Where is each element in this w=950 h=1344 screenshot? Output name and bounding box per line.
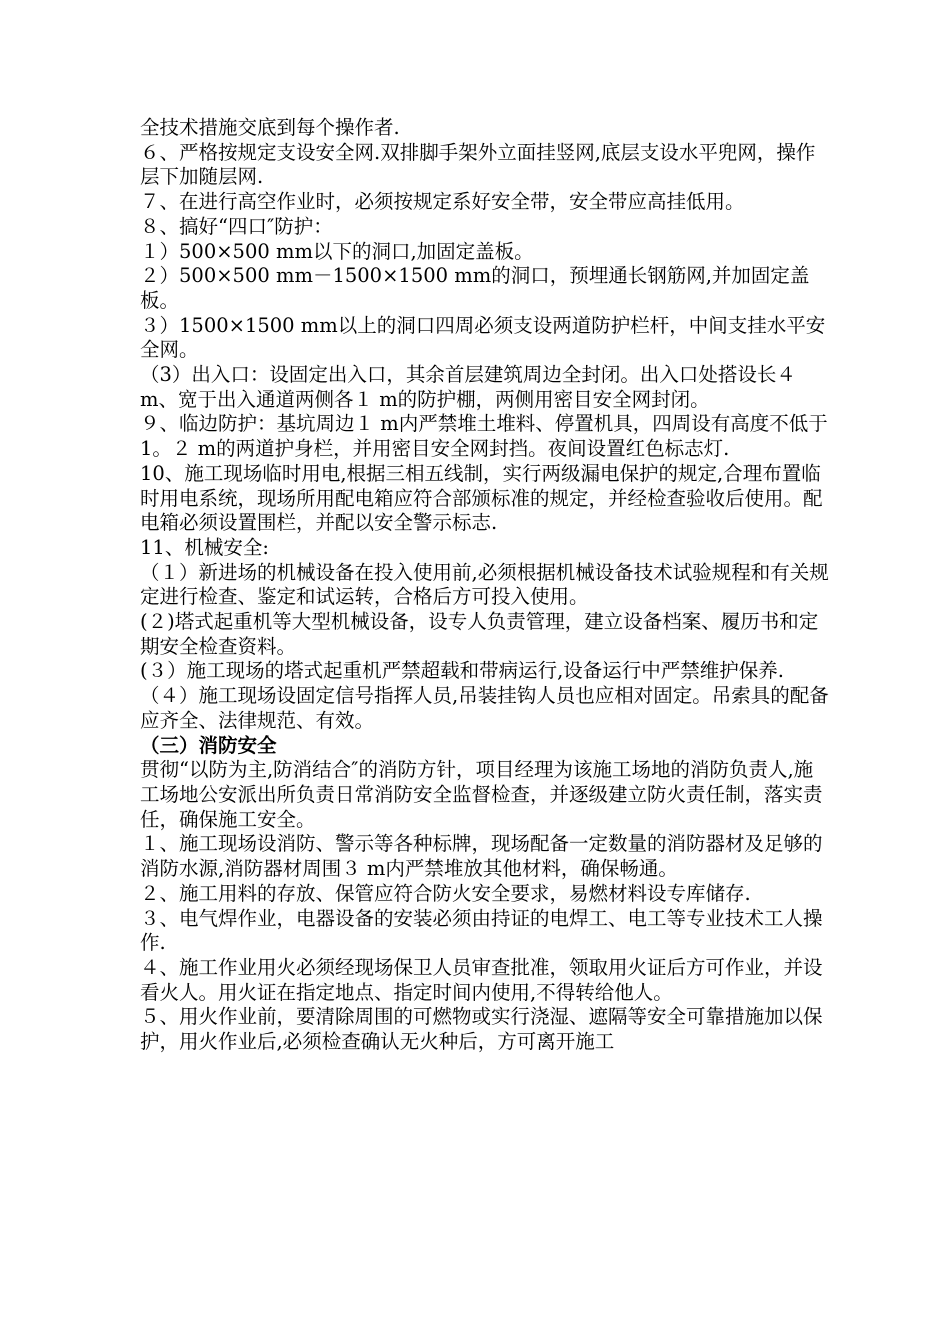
paragraph: (３）施工现场的塔式起重机严禁超载和带病运行,设备运行中严禁维护保养. bbox=[140, 659, 785, 683]
paragraph: ７、在进行高空作业时，必须按规定系好安全带，安全带应高挂低用。 bbox=[140, 190, 745, 214]
paragraph: ６、严格按规定支设安全网.双排脚手架外立面挂竖网,底层支设水平兜网，操作层下加随层网. bbox=[140, 140, 816, 189]
paragraph: (２)塔式起重机等大型机械设备，设专人负责管理，建立设备档案、履历书和定期安全检查资料。 bbox=[140, 610, 819, 658]
paragraph: 11、机械安全: bbox=[140, 535, 269, 559]
paragraph: １、施工现场设消防、警示等各种标牌，现场配备一定数量的消防器材及足够的消防水源,消防器材周围３ m内严禁堆放其他材料，确保畅通。 bbox=[140, 832, 823, 881]
document-page bbox=[140, 116, 830, 1055]
paragraph: 贯彻“以防为主,防消结合″的消防方针，项目经理为该施工场地的消防负责人,施工场地公安派出所负责日常消防安全监督检查，并逐级建立防火责任制，落实责任，确保施工安全。 bbox=[140, 758, 823, 831]
paragraph: ３）1500×1500 mm以上的洞口四周必须支设两道防护栏杆，中间支挂水平安全网。 bbox=[140, 313, 826, 362]
paragraph: ３、电气焊作业，电器设备的安装必须由持证的电焊工、电工等专业技术工人操作. bbox=[140, 906, 823, 955]
section-heading: （三）消防安全 bbox=[140, 733, 277, 757]
paragraph: １）500×500 mm以下的洞口,加固定盖板。 bbox=[140, 239, 534, 263]
paragraph: （3）出入口：设固定出入口，其余首层建筑周边全封闭。出入口处搭设长４ m、宽于出入通道两侧各１ m的防护棚，两侧用密目安全网封闭。 bbox=[140, 363, 803, 411]
paragraph: ２）500×500 mm－1500×1500 mm的洞口，预埋通长钢筋网,并加固定盖板。 bbox=[140, 264, 810, 312]
paragraph: 全技术措施交底到每个操作者. bbox=[140, 116, 400, 139]
paragraph: （４）施工现场设固定信号指挥人员,吊装挂钩人员也应相对固定。吊索具的配备应齐全、法律规范、有效。 bbox=[140, 684, 829, 732]
paragraph: ５、用火作业前，要清除周围的可燃物或实行浇湿、遮隔等安全可靠措施加以保护，用火作业后,必须检查确认无火种后，方可离开施工 bbox=[140, 1005, 823, 1054]
paragraph: ４、施工作业用火必须经现场保卫人员审查批准，领取用火证后方可作业，并设看火人。用火证在指定地点、指定时间内使用,不得转给他人。 bbox=[140, 955, 823, 1004]
paragraph: 10、施工现场临时用电,根据三相五线制，实行两级漏电保护的规定,合理布置临时用电系统，现场所用配电箱应符合部颁标准的规定，并经检查验收后使用。配电箱必须设置围栏，并配以安全警示标志. bbox=[140, 461, 823, 535]
paragraph: （１）新进场的机械设备在投入使用前,必须根据机械设备技术试验规程和有关规定进行检查、鉴定和试运转，合格后方可投入使用。 bbox=[140, 560, 829, 609]
paragraph: ８、搞好“四口″防护： bbox=[140, 214, 333, 238]
paragraph: ２、施工用料的存放、保管应符合防火安全要求，易燃材料设专库储存. bbox=[140, 881, 751, 905]
paragraph: ９、临边防护：基坑周边１ m内严禁堆土堆料、停置机具，四周设有高度不低于1。２ m的两道护身栏，并用密目安全网封挡。夜间设置红色标志灯. bbox=[140, 412, 828, 461]
